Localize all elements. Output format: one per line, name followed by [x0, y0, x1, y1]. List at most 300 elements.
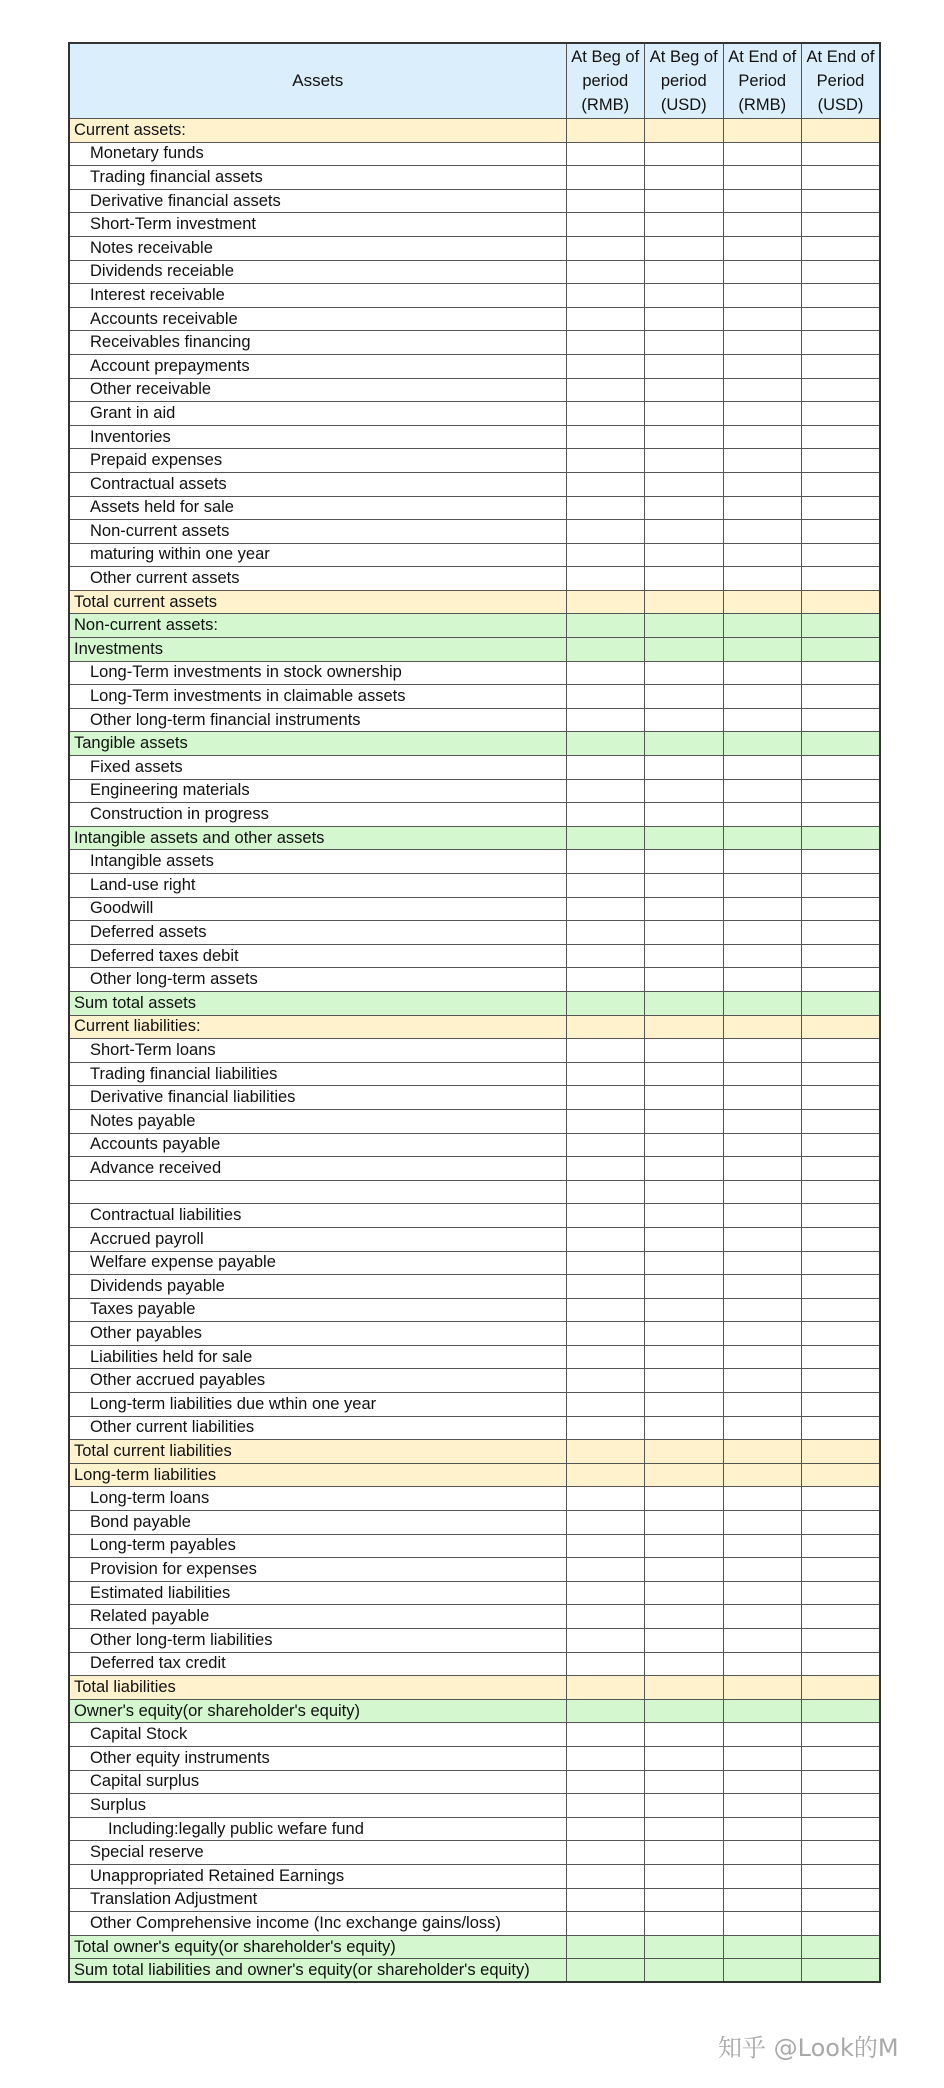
value-cell[interactable]: [566, 1298, 645, 1322]
value-cell[interactable]: [723, 354, 802, 378]
value-cell[interactable]: [723, 119, 802, 143]
value-cell[interactable]: [802, 189, 881, 213]
value-cell[interactable]: [802, 1817, 881, 1841]
value-cell[interactable]: [723, 1534, 802, 1558]
value-cell[interactable]: [645, 1746, 724, 1770]
value-cell[interactable]: [645, 1864, 724, 1888]
value-cell[interactable]: [723, 1841, 802, 1865]
value-cell[interactable]: [645, 661, 724, 685]
value-cell[interactable]: [566, 968, 645, 992]
value-cell[interactable]: [645, 991, 724, 1015]
value-cell[interactable]: [645, 1463, 724, 1487]
value-cell[interactable]: [723, 1605, 802, 1629]
value-cell[interactable]: [645, 1699, 724, 1723]
value-cell[interactable]: [802, 1109, 881, 1133]
value-cell[interactable]: [645, 921, 724, 945]
value-cell[interactable]: [723, 708, 802, 732]
value-cell[interactable]: [723, 1440, 802, 1464]
value-cell[interactable]: [723, 1298, 802, 1322]
value-cell[interactable]: [802, 119, 881, 143]
value-cell[interactable]: [566, 1322, 645, 1346]
value-cell[interactable]: [645, 1959, 724, 1983]
value-cell[interactable]: [566, 921, 645, 945]
value-cell[interactable]: [802, 1039, 881, 1063]
value-cell[interactable]: [566, 1629, 645, 1653]
value-cell[interactable]: [802, 1251, 881, 1275]
value-cell[interactable]: [645, 402, 724, 426]
value-cell[interactable]: [802, 850, 881, 874]
value-cell[interactable]: [566, 425, 645, 449]
value-cell[interactable]: [802, 1369, 881, 1393]
value-cell[interactable]: [723, 1699, 802, 1723]
value-cell[interactable]: [566, 732, 645, 756]
value-cell[interactable]: [802, 520, 881, 544]
value-cell[interactable]: [802, 472, 881, 496]
value-cell[interactable]: [645, 354, 724, 378]
value-cell[interactable]: [645, 897, 724, 921]
value-cell[interactable]: [566, 1275, 645, 1299]
value-cell[interactable]: [645, 826, 724, 850]
value-cell[interactable]: [566, 1345, 645, 1369]
value-cell[interactable]: [723, 921, 802, 945]
value-cell[interactable]: [723, 874, 802, 898]
value-cell[interactable]: [723, 803, 802, 827]
value-cell[interactable]: [802, 449, 881, 473]
value-cell[interactable]: [566, 944, 645, 968]
value-cell[interactable]: [802, 1581, 881, 1605]
value-cell[interactable]: [802, 1157, 881, 1181]
value-cell[interactable]: [723, 1676, 802, 1700]
value-cell[interactable]: [802, 1912, 881, 1936]
value-cell[interactable]: [566, 1558, 645, 1582]
value-cell[interactable]: [723, 543, 802, 567]
value-cell[interactable]: [566, 1581, 645, 1605]
value-cell[interactable]: [802, 874, 881, 898]
value-cell[interactable]: [723, 520, 802, 544]
value-cell[interactable]: [566, 307, 645, 331]
value-cell[interactable]: [802, 756, 881, 780]
value-cell[interactable]: [723, 236, 802, 260]
value-cell[interactable]: [645, 1227, 724, 1251]
value-cell[interactable]: [645, 944, 724, 968]
value-cell[interactable]: [645, 1393, 724, 1417]
value-cell[interactable]: [645, 1015, 724, 1039]
value-cell[interactable]: [566, 402, 645, 426]
value-cell[interactable]: [645, 1652, 724, 1676]
value-cell[interactable]: [723, 1227, 802, 1251]
value-cell[interactable]: [802, 1345, 881, 1369]
value-cell[interactable]: [645, 472, 724, 496]
value-cell[interactable]: [645, 449, 724, 473]
value-cell[interactable]: [566, 260, 645, 284]
value-cell[interactable]: [645, 638, 724, 662]
value-cell[interactable]: [566, 567, 645, 591]
value-cell[interactable]: [802, 1511, 881, 1535]
value-cell[interactable]: [723, 1086, 802, 1110]
value-cell[interactable]: [802, 1275, 881, 1299]
value-cell[interactable]: [566, 331, 645, 355]
value-cell[interactable]: [723, 1039, 802, 1063]
value-cell[interactable]: [723, 685, 802, 709]
value-cell[interactable]: [566, 496, 645, 520]
value-cell[interactable]: [723, 1463, 802, 1487]
value-cell[interactable]: [723, 142, 802, 166]
value-cell[interactable]: [723, 944, 802, 968]
value-cell[interactable]: [566, 1416, 645, 1440]
value-cell[interactable]: [645, 1440, 724, 1464]
value-cell[interactable]: [802, 1605, 881, 1629]
value-cell[interactable]: [723, 1487, 802, 1511]
value-cell[interactable]: [566, 590, 645, 614]
value-cell[interactable]: [566, 1699, 645, 1723]
value-cell[interactable]: [566, 897, 645, 921]
value-cell[interactable]: [645, 1369, 724, 1393]
value-cell[interactable]: [645, 1180, 724, 1204]
value-cell[interactable]: [566, 638, 645, 662]
value-cell[interactable]: [723, 1180, 802, 1204]
value-cell[interactable]: [723, 1133, 802, 1157]
value-cell[interactable]: [645, 236, 724, 260]
value-cell[interactable]: [645, 1298, 724, 1322]
value-cell[interactable]: [566, 1888, 645, 1912]
value-cell[interactable]: [645, 1511, 724, 1535]
value-cell[interactable]: [723, 732, 802, 756]
value-cell[interactable]: [802, 1534, 881, 1558]
value-cell[interactable]: [723, 1015, 802, 1039]
value-cell[interactable]: [802, 1180, 881, 1204]
value-cell[interactable]: [566, 803, 645, 827]
value-cell[interactable]: [645, 260, 724, 284]
value-cell[interactable]: [802, 331, 881, 355]
value-cell[interactable]: [802, 213, 881, 237]
value-cell[interactable]: [802, 1959, 881, 1983]
value-cell[interactable]: [566, 1935, 645, 1959]
value-cell[interactable]: [802, 284, 881, 308]
value-cell[interactable]: [645, 590, 724, 614]
value-cell[interactable]: [802, 944, 881, 968]
value-cell[interactable]: [802, 1322, 881, 1346]
value-cell[interactable]: [802, 803, 881, 827]
value-cell[interactable]: [645, 166, 724, 190]
value-cell[interactable]: [723, 968, 802, 992]
value-cell[interactable]: [802, 1487, 881, 1511]
value-cell[interactable]: [645, 1275, 724, 1299]
value-cell[interactable]: [802, 1746, 881, 1770]
value-cell[interactable]: [723, 402, 802, 426]
value-cell[interactable]: [645, 732, 724, 756]
value-cell[interactable]: [566, 166, 645, 190]
value-cell[interactable]: [723, 614, 802, 638]
value-cell[interactable]: [802, 1463, 881, 1487]
value-cell[interactable]: [723, 638, 802, 662]
value-cell[interactable]: [645, 1157, 724, 1181]
value-cell[interactable]: [802, 968, 881, 992]
value-cell[interactable]: [566, 1841, 645, 1865]
value-cell[interactable]: [802, 590, 881, 614]
value-cell[interactable]: [566, 1912, 645, 1936]
value-cell[interactable]: [645, 1629, 724, 1653]
value-cell[interactable]: [723, 1157, 802, 1181]
value-cell[interactable]: [645, 1817, 724, 1841]
value-cell[interactable]: [723, 1369, 802, 1393]
value-cell[interactable]: [645, 1558, 724, 1582]
value-cell[interactable]: [645, 1935, 724, 1959]
value-cell[interactable]: [566, 1770, 645, 1794]
value-cell[interactable]: [723, 1416, 802, 1440]
value-cell[interactable]: [723, 1723, 802, 1747]
value-cell[interactable]: [566, 213, 645, 237]
value-cell[interactable]: [723, 496, 802, 520]
value-cell[interactable]: [645, 1204, 724, 1228]
value-cell[interactable]: [566, 119, 645, 143]
value-cell[interactable]: [723, 378, 802, 402]
value-cell[interactable]: [566, 1723, 645, 1747]
value-cell[interactable]: [645, 685, 724, 709]
value-cell[interactable]: [802, 1062, 881, 1086]
value-cell[interactable]: [566, 1109, 645, 1133]
value-cell[interactable]: [566, 1511, 645, 1535]
value-cell[interactable]: [566, 826, 645, 850]
value-cell[interactable]: [566, 1817, 645, 1841]
value-cell[interactable]: [566, 520, 645, 544]
value-cell[interactable]: [723, 1912, 802, 1936]
value-cell[interactable]: [802, 732, 881, 756]
value-cell[interactable]: [566, 1746, 645, 1770]
value-cell[interactable]: [723, 1794, 802, 1818]
value-cell[interactable]: [566, 1440, 645, 1464]
value-cell[interactable]: [723, 1888, 802, 1912]
value-cell[interactable]: [566, 1251, 645, 1275]
value-cell[interactable]: [723, 661, 802, 685]
value-cell[interactable]: [645, 1770, 724, 1794]
value-cell[interactable]: [566, 1794, 645, 1818]
value-cell[interactable]: [802, 1864, 881, 1888]
value-cell[interactable]: [566, 779, 645, 803]
value-cell[interactable]: [566, 472, 645, 496]
value-cell[interactable]: [566, 1015, 645, 1039]
value-cell[interactable]: [566, 1157, 645, 1181]
value-cell[interactable]: [802, 991, 881, 1015]
value-cell[interactable]: [566, 1062, 645, 1086]
value-cell[interactable]: [723, 1935, 802, 1959]
value-cell[interactable]: [566, 661, 645, 685]
value-cell[interactable]: [802, 1393, 881, 1417]
value-cell[interactable]: [645, 1794, 724, 1818]
value-cell[interactable]: [723, 1558, 802, 1582]
value-cell[interactable]: [802, 1440, 881, 1464]
value-cell[interactable]: [723, 1393, 802, 1417]
value-cell[interactable]: [802, 921, 881, 945]
value-cell[interactable]: [802, 1841, 881, 1865]
value-cell[interactable]: [566, 1959, 645, 1983]
value-cell[interactable]: [645, 968, 724, 992]
value-cell[interactable]: [645, 1841, 724, 1865]
value-cell[interactable]: [645, 708, 724, 732]
value-cell[interactable]: [723, 307, 802, 331]
value-cell[interactable]: [645, 1322, 724, 1346]
value-cell[interactable]: [645, 1133, 724, 1157]
value-cell[interactable]: [645, 874, 724, 898]
value-cell[interactable]: [645, 378, 724, 402]
value-cell[interactable]: [566, 1605, 645, 1629]
value-cell[interactable]: [802, 661, 881, 685]
value-cell[interactable]: [645, 779, 724, 803]
value-cell[interactable]: [645, 614, 724, 638]
value-cell[interactable]: [802, 567, 881, 591]
value-cell[interactable]: [802, 543, 881, 567]
value-cell[interactable]: [802, 1652, 881, 1676]
value-cell[interactable]: [566, 708, 645, 732]
value-cell[interactable]: [802, 496, 881, 520]
value-cell[interactable]: [802, 425, 881, 449]
value-cell[interactable]: [566, 449, 645, 473]
value-cell[interactable]: [723, 166, 802, 190]
value-cell[interactable]: [723, 897, 802, 921]
value-cell[interactable]: [566, 1039, 645, 1063]
value-cell[interactable]: [802, 1629, 881, 1653]
value-cell[interactable]: [645, 142, 724, 166]
value-cell[interactable]: [645, 1888, 724, 1912]
value-cell[interactable]: [645, 425, 724, 449]
value-cell[interactable]: [723, 1322, 802, 1346]
value-cell[interactable]: [645, 803, 724, 827]
value-cell[interactable]: [645, 756, 724, 780]
value-cell[interactable]: [645, 1912, 724, 1936]
value-cell[interactable]: [566, 1133, 645, 1157]
value-cell[interactable]: [645, 1487, 724, 1511]
value-cell[interactable]: [566, 991, 645, 1015]
value-cell[interactable]: [723, 1817, 802, 1841]
value-cell[interactable]: [566, 142, 645, 166]
value-cell[interactable]: [723, 567, 802, 591]
value-cell[interactable]: [802, 1204, 881, 1228]
value-cell[interactable]: [645, 1251, 724, 1275]
value-cell[interactable]: [802, 1770, 881, 1794]
value-cell[interactable]: [566, 354, 645, 378]
value-cell[interactable]: [645, 1723, 724, 1747]
value-cell[interactable]: [566, 1369, 645, 1393]
value-cell[interactable]: [802, 307, 881, 331]
value-cell[interactable]: [566, 1676, 645, 1700]
value-cell[interactable]: [566, 378, 645, 402]
value-cell[interactable]: [723, 1275, 802, 1299]
value-cell[interactable]: [723, 425, 802, 449]
value-cell[interactable]: [566, 614, 645, 638]
value-cell[interactable]: [566, 685, 645, 709]
value-cell[interactable]: [723, 331, 802, 355]
value-cell[interactable]: [566, 189, 645, 213]
value-cell[interactable]: [802, 1676, 881, 1700]
value-cell[interactable]: [802, 1298, 881, 1322]
value-cell[interactable]: [723, 1746, 802, 1770]
value-cell[interactable]: [723, 1345, 802, 1369]
value-cell[interactable]: [645, 213, 724, 237]
value-cell[interactable]: [723, 991, 802, 1015]
value-cell[interactable]: [645, 1534, 724, 1558]
value-cell[interactable]: [645, 543, 724, 567]
value-cell[interactable]: [645, 1039, 724, 1063]
value-cell[interactable]: [723, 590, 802, 614]
value-cell[interactable]: [723, 756, 802, 780]
value-cell[interactable]: [802, 826, 881, 850]
value-cell[interactable]: [802, 1133, 881, 1157]
value-cell[interactable]: [566, 850, 645, 874]
value-cell[interactable]: [723, 1864, 802, 1888]
value-cell[interactable]: [802, 354, 881, 378]
value-cell[interactable]: [802, 1015, 881, 1039]
value-cell[interactable]: [723, 1770, 802, 1794]
value-cell[interactable]: [802, 166, 881, 190]
value-cell[interactable]: [566, 1487, 645, 1511]
value-cell[interactable]: [723, 826, 802, 850]
value-cell[interactable]: [645, 1345, 724, 1369]
value-cell[interactable]: [723, 213, 802, 237]
value-cell[interactable]: [723, 472, 802, 496]
value-cell[interactable]: [645, 1109, 724, 1133]
value-cell[interactable]: [802, 614, 881, 638]
value-cell[interactable]: [723, 850, 802, 874]
value-cell[interactable]: [802, 1416, 881, 1440]
value-cell[interactable]: [723, 1204, 802, 1228]
value-cell[interactable]: [723, 189, 802, 213]
value-cell[interactable]: [802, 897, 881, 921]
value-cell[interactable]: [802, 1699, 881, 1723]
value-cell[interactable]: [723, 779, 802, 803]
value-cell[interactable]: [802, 1794, 881, 1818]
value-cell[interactable]: [645, 1416, 724, 1440]
value-cell[interactable]: [802, 142, 881, 166]
value-cell[interactable]: [802, 378, 881, 402]
value-cell[interactable]: [645, 284, 724, 308]
value-cell[interactable]: [645, 1676, 724, 1700]
value-cell[interactable]: [645, 119, 724, 143]
value-cell[interactable]: [802, 1086, 881, 1110]
value-cell[interactable]: [723, 1652, 802, 1676]
value-cell[interactable]: [566, 1652, 645, 1676]
value-cell[interactable]: [645, 307, 724, 331]
value-cell[interactable]: [723, 1062, 802, 1086]
value-cell[interactable]: [802, 779, 881, 803]
value-cell[interactable]: [645, 331, 724, 355]
value-cell[interactable]: [566, 1204, 645, 1228]
value-cell[interactable]: [645, 189, 724, 213]
value-cell[interactable]: [645, 1086, 724, 1110]
value-cell[interactable]: [645, 1605, 724, 1629]
value-cell[interactable]: [802, 236, 881, 260]
value-cell[interactable]: [723, 1109, 802, 1133]
value-cell[interactable]: [802, 1935, 881, 1959]
value-cell[interactable]: [566, 1180, 645, 1204]
value-cell[interactable]: [723, 260, 802, 284]
value-cell[interactable]: [645, 1581, 724, 1605]
value-cell[interactable]: [802, 1723, 881, 1747]
value-cell[interactable]: [802, 685, 881, 709]
value-cell[interactable]: [566, 1227, 645, 1251]
value-cell[interactable]: [566, 543, 645, 567]
value-cell[interactable]: [802, 1227, 881, 1251]
value-cell[interactable]: [566, 1463, 645, 1487]
value-cell[interactable]: [802, 1558, 881, 1582]
value-cell[interactable]: [645, 850, 724, 874]
value-cell[interactable]: [723, 1251, 802, 1275]
value-cell[interactable]: [566, 284, 645, 308]
value-cell[interactable]: [645, 520, 724, 544]
value-cell[interactable]: [566, 756, 645, 780]
value-cell[interactable]: [723, 284, 802, 308]
value-cell[interactable]: [645, 1062, 724, 1086]
value-cell[interactable]: [723, 1959, 802, 1983]
value-cell[interactable]: [802, 638, 881, 662]
